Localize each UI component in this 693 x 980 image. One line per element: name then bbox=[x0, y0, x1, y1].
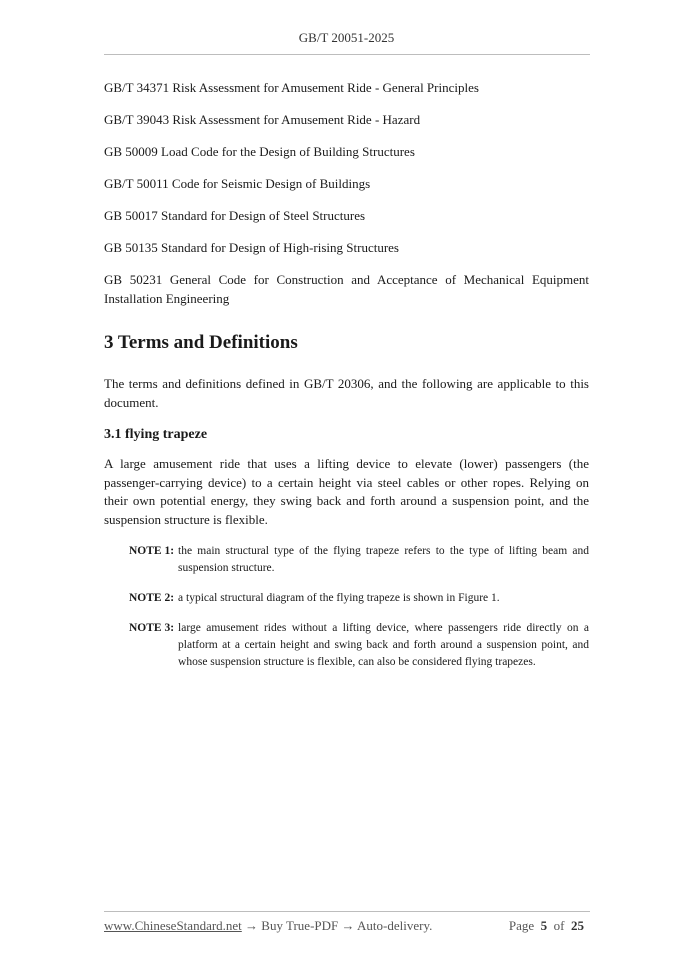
normative-references-list bbox=[104, 79, 589, 308]
note-3 bbox=[129, 620, 589, 671]
site-link[interactable]: www.ChineseStandard.net bbox=[104, 918, 242, 933]
note-text: large amusement rides without a lifting device, where passengers ride directly on a platform at a certain height and swing back and forth around a suspension point, and whose suspension structure is flexible, can also be considered flying trapezes. bbox=[178, 622, 589, 668]
note-1 bbox=[129, 543, 589, 577]
running-header: GB/T 20051-2025 bbox=[298, 30, 395, 45]
section-heading: 3 Terms and Definitions bbox=[104, 332, 298, 353]
page-number bbox=[509, 918, 584, 934]
current-page: 5 bbox=[540, 918, 548, 933]
note-2 bbox=[129, 590, 589, 607]
reference-item: GB 50231 General Code for Construction and Acceptance of Mechanical Equipment Installation Engineering bbox=[104, 272, 589, 306]
reference-item: GB/T 50011 Code for Seismic Design of Buildings bbox=[104, 176, 371, 191]
footer-promo bbox=[104, 918, 432, 934]
note-text: a typical structural diagram of the flying trapeze is shown in Figure 1. bbox=[178, 592, 500, 604]
section-intro: The terms and definitions defined in GB/T 20306, and the following are applicable to this document. bbox=[104, 376, 589, 410]
reference-item: GB 50017 Standard for Design of Steel Structures bbox=[104, 208, 366, 223]
note-text: the main structural type of the flying trapeze refers to the type of lifting beam and suspension structure. bbox=[178, 545, 589, 574]
page-body bbox=[104, 79, 589, 684]
total-pages: 25 bbox=[571, 918, 584, 933]
promo-text: → Buy True-PDF → Auto-delivery. bbox=[241, 918, 433, 933]
note-label: NOTE 3: bbox=[129, 622, 175, 634]
footer-divider bbox=[104, 911, 590, 912]
header-divider bbox=[104, 54, 590, 55]
term-heading: 3.1 flying trapeze bbox=[104, 427, 208, 442]
reference-item: GB/T 34371 Risk Assessment for Amusement Ride - General Principles bbox=[104, 80, 479, 95]
note-label: NOTE 1: bbox=[129, 545, 175, 557]
reference-item: GB 50135 Standard for Design of High-rising Structures bbox=[104, 240, 399, 255]
reference-item: GB 50009 Load Code for the Design of Building Structures bbox=[104, 144, 415, 159]
of-word: of bbox=[553, 918, 565, 933]
note-label: NOTE 2: bbox=[129, 592, 175, 604]
page-word: Page bbox=[508, 918, 535, 933]
reference-item: GB/T 39043 Risk Assessment for Amusement Ride - Hazard bbox=[104, 112, 421, 127]
term-definition: A large amusement ride that uses a lifting device to elevate (lower) passengers (the passenger-carrying device) to a certain height via steel cables or other ropes. Relying on their own potential energy, they swing back and forth around a suspension point, and the suspension structure is flexible. bbox=[104, 456, 589, 527]
